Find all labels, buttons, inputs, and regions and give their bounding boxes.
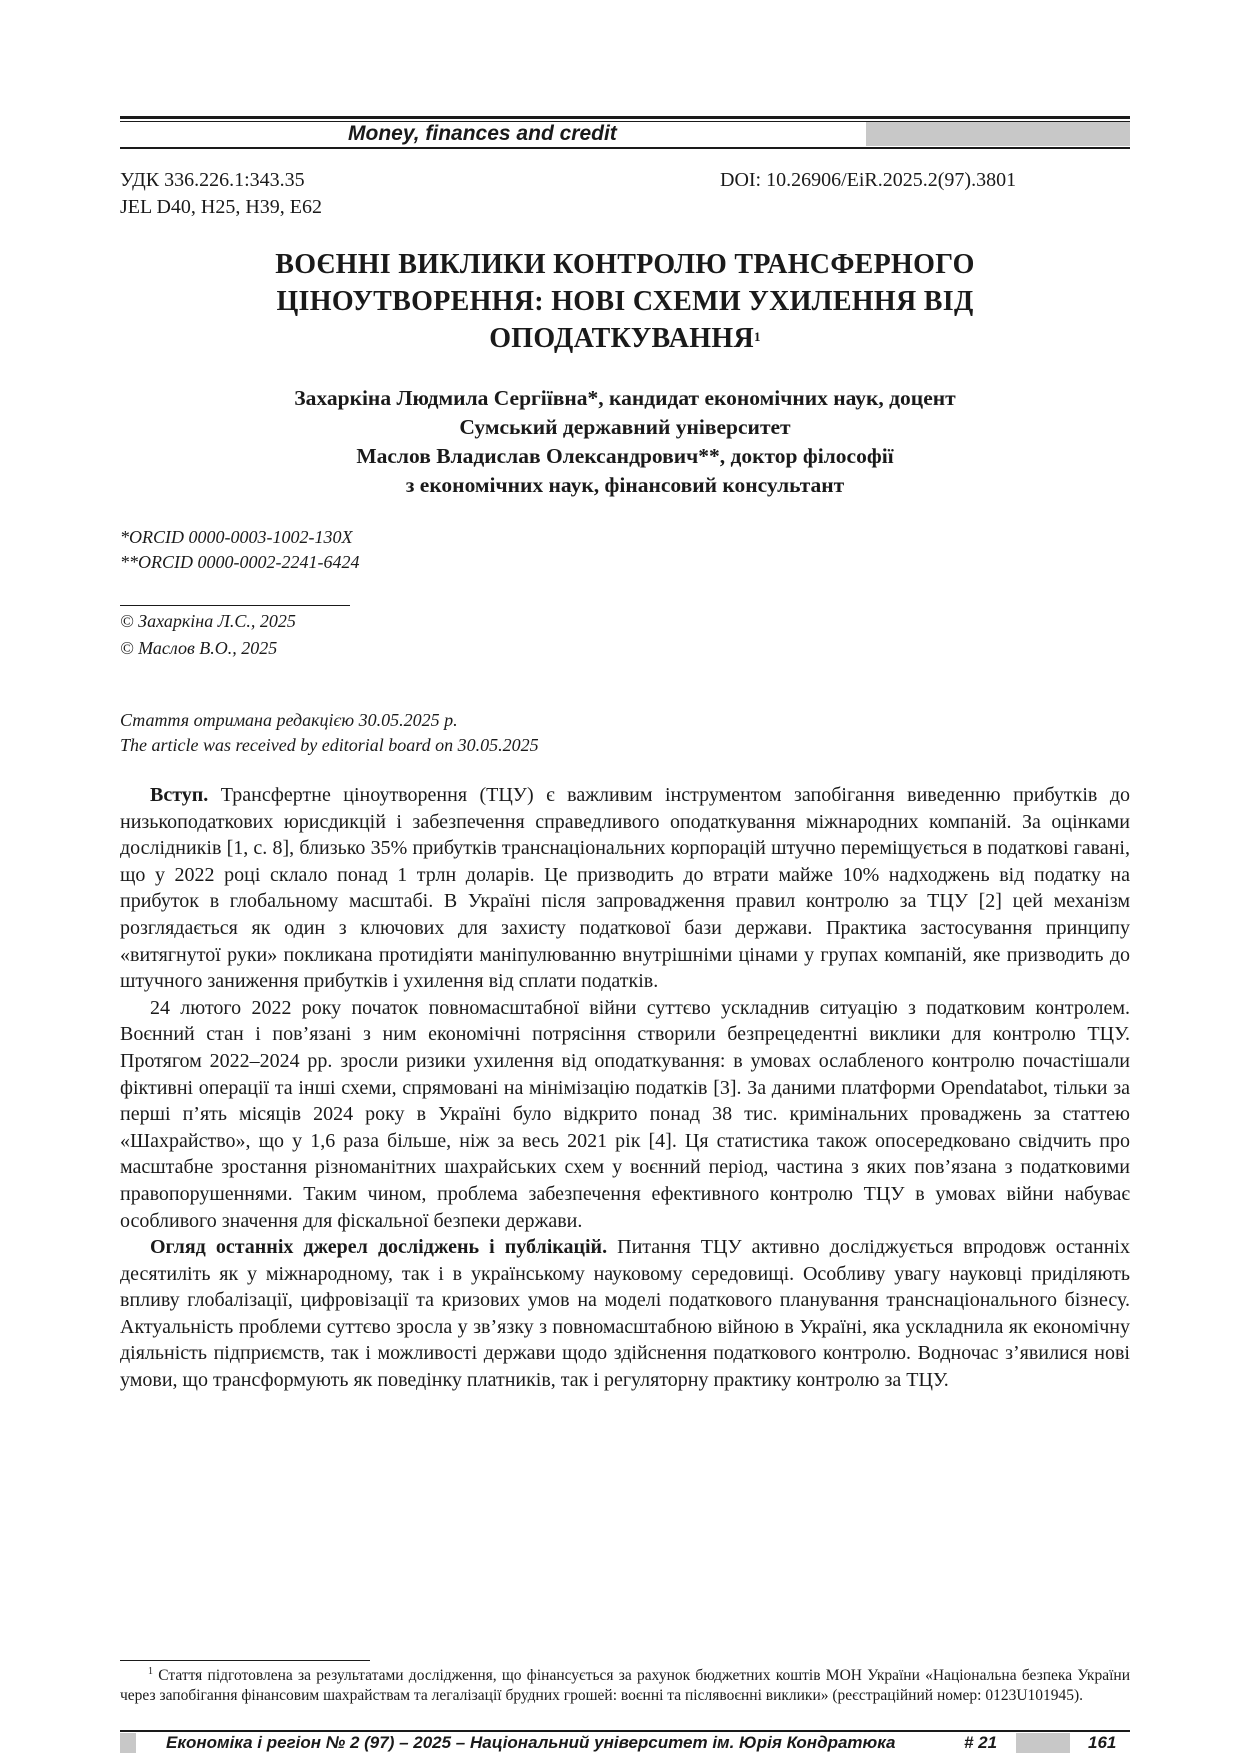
udc-code: УДК 336.226.1:343.35 (120, 169, 305, 191)
jel-code: JEL D40, H25, H39, E62 (120, 196, 323, 218)
title-line-3: ОПОДАТКУВАННЯ (489, 323, 754, 354)
intro-lead: Вступ. (150, 784, 209, 806)
intro-text: Трансфертне ціноутворення (ТЦУ) є важливим інструментом запобігання виведенню прибутків до низькоподаткових юрисдикцій і забезпечення справедливого оподаткування міжнародних компаній. За оцінками дослідників [1, с. 8], близько 35% прибутків транснаціональних корпорацій штучно переміщується в податкові гавані, що у 2022 році склало понад 1 трлн доларів. Це призводить до втрати майже 10% надходжень від податку на прибуток в глобальному масштабі. В Україні після запровадження правил контролю за ТЦУ [2] цей механізм розглядається як один з ключових для захисту податкової бази держави. Практика застосування принципу «витягнутої руки» покликана протидіяти маніпулюванню внутрішніми цінами у групах компаній, яке призводить до штучного заниження прибутків і ухилення від сплати податків. (120, 784, 1130, 993)
title-line-1: ВОЄННІ ВИКЛИКИ КОНТРОЛЮ ТРАНСФЕРНОГО (275, 249, 975, 280)
received-block (120, 708, 539, 758)
paragraph-review (120, 1234, 1130, 1394)
header-band-grey (866, 122, 1130, 146)
page-number: 161 (1088, 1733, 1117, 1752)
header-rule-bottom (120, 147, 1130, 149)
review-text: Питання ТЦУ активно досліджується впродовж останніх десятиліть як у міжнародному, так і в українському науковому середовищі. Особливу увагу науковці приділяють впливу глобалізації, цифровізації та кризових умов на моделі податкового планування транснаціонального бізнесу. Актуальність проблеми суттєво зросла у зв’язку з повномасштабною війною в Україні, яка ускладнила як економічну діяльність підприємств, так і можливості держави щодо здійснення податкового контролю. Водночас з’явилися нові умови, що трансформують як поведінку платників, так і регуляторну практику контролю за ТЦУ. (120, 1236, 1130, 1392)
footnote-text: Стаття підготовлена за результатами дослідження, що фінансується за рахунок бюджетних коштів МОН України «Національна безпека України через запобігання фінансовим шахрайствам та легалізації брудних грошей: воєнні та післявоєнні виклики» (реєстраційний номер: 0123U101945). (120, 1667, 1130, 1705)
author-2: Маслов Владислав Олександрович**, доктор філософії (356, 444, 894, 468)
footer-journal: Економіка і регіон № 2 (97) – 2025 – Національний університет ім. Юрія Кондратюка (166, 1733, 896, 1752)
title-footnote-mark[interactable]: 1 (753, 329, 761, 344)
article-body (120, 782, 1130, 1394)
review-lead: Огляд останніх джерел досліджень і публікацій. (150, 1236, 608, 1259)
footer-issue: # 21 (964, 1733, 998, 1752)
author-2-degree: з економічних наук, фінансовий консультант (405, 473, 845, 497)
footnote-rule (120, 1660, 370, 1661)
received-en: The article was received by editorial board on 30.05.2025 (120, 735, 539, 755)
footer-rule (120, 1730, 1130, 1732)
copyright-1: © Захаркіна Л.С., 2025 (120, 611, 296, 631)
doi-link[interactable]: DOI: 10.26906/EiR.2025.2(97).3801 (720, 169, 1017, 191)
title-line-3-wrap (120, 320, 1130, 357)
orcid-2[interactable]: **ORCID 0000-0002-2241-6424 (120, 552, 360, 572)
copyright-block (120, 608, 296, 662)
received-ua: Стаття отримана редакцією 30.05.2025 р. (120, 710, 458, 730)
header-rule-top (120, 116, 1130, 119)
authors-block (120, 384, 1130, 500)
header-band (120, 122, 1130, 146)
article-title (120, 246, 1130, 357)
copyright-2: © Маслов В.О., 2025 (120, 638, 278, 658)
footnote-mark: 1 (148, 1666, 153, 1677)
paragraph-intro (120, 782, 1130, 995)
title-line-2: ЦІНОУТВОРЕННЯ: НОВІ СХЕМИ УХИЛЕННЯ ВІД (276, 286, 974, 317)
orcid-block (120, 525, 359, 575)
footnote (120, 1662, 1130, 1706)
orcid-1[interactable]: *ORCID 0000-0003-1002-130X (120, 527, 353, 547)
affiliation: Сумський державний університет (459, 415, 791, 439)
journal-section-title: Money, finances and credit (348, 122, 617, 145)
paragraph-war: 24 лютого 2022 року початок повномасштабної війни суттєво ускладнив ситуацію з податковим контролем. Воєнний стан і пов’язані з ним економічні потрясіння створили безпрецедентні виклики для контролю ТЦУ. Протягом 2022–2024 рр. зросли ризики ухилення від оподаткування: в умовах ослабленого контролю почастішали фіктивні операції та інші схеми, спрямовані на мінімізацію податків [3]. За даними платформи Opendatabot, тільки за перші п’ять місяців 2024 року в Україні було відкрито понад 38 тис. кримінальних проваджень за статтею «Шахрайство», що у 1,6 раза більше, ніж за весь 2021 рік [4]. Ця статистика також опосередковано свідчить про масштабне зростання різноманітних шахрайських схем у воєнний період, частина з яких пов’язана з податковими правопорушеннями. Таким чином, проблема забезпечення ефективного контролю ТЦУ в умовах війни набуває особливого значення для фіскальної безпеки держави. (120, 996, 1130, 1232)
author-1: Захаркіна Людмила Сергіївна*, кандидат економічних наук, доцент (294, 386, 956, 410)
footer-band (120, 1733, 1130, 1753)
copyright-rule (120, 605, 350, 606)
